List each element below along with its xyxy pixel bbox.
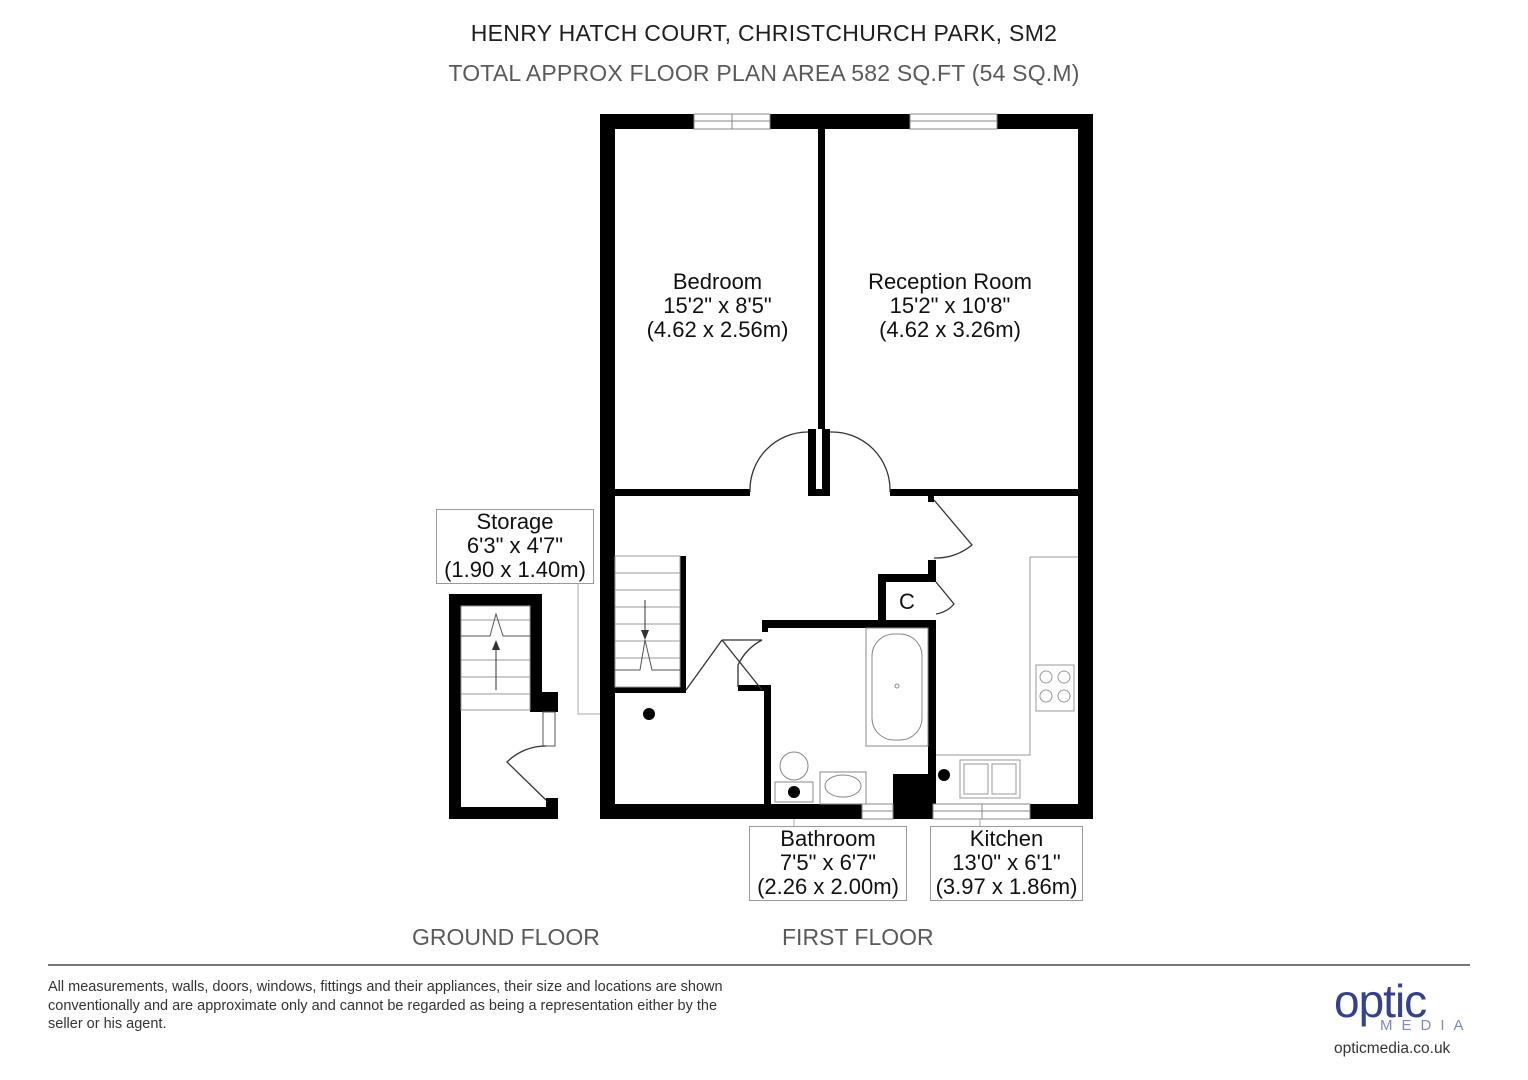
hall-door-swing (686, 640, 722, 690)
cupboard-wall-right (928, 560, 936, 582)
outer-wall-bottom-right (1030, 804, 1093, 819)
kitchen-name: Kitchen (969, 826, 1044, 851)
bathroom-wall-left (764, 685, 771, 804)
stair-arrow-down (641, 630, 649, 640)
stair-wall-right (680, 556, 686, 693)
disclaimer-text: All measurements, walls, doors, windows, fittings and their appliances, their size and locations are shown conventionally and are approximate only and cannot be regarded as being a representation either by the seller or his agent. (48, 979, 723, 1032)
room-label-bedroom (630, 270, 805, 342)
bathroom-basin (820, 772, 866, 804)
bedroom-door-swing (750, 432, 808, 492)
cupboard-wall-left (878, 574, 886, 622)
reception-door-swing (830, 432, 890, 492)
storage-name: Storage (476, 509, 554, 534)
bathroom-wall-top (762, 620, 936, 628)
outer-wall-bottom-left (600, 804, 862, 819)
kitchen-worktop (936, 557, 1030, 755)
kitchen-light-point (938, 769, 950, 781)
plan-area-subtitle: TOTAL APPROX FLOOR PLAN AREA 582 SQ.FT (54 SQ.M) (448, 60, 1080, 86)
bathroom-wall-left-top (762, 620, 768, 632)
windows (694, 114, 1030, 819)
storage-imperial: 6'3" x 4'7" (466, 533, 564, 558)
first-floor-plan (600, 114, 1093, 819)
hall-wall-right (890, 489, 1078, 496)
logo-url[interactable]: opticmedia.co.uk (1334, 1040, 1451, 1057)
divider-wall-vertical (818, 129, 825, 429)
bathroom-imperial: 7'5" x 6'7" (779, 850, 877, 875)
hall-wall-left (615, 489, 750, 496)
logo-wordmark: optic (1334, 975, 1427, 1027)
room-label-reception (850, 270, 1050, 342)
divider-wall-stub-right (822, 429, 830, 494)
outer-wall-left (600, 114, 615, 819)
bathroom-wall-left-stub (738, 685, 771, 691)
room-label-cupboard: C (899, 589, 915, 614)
outer-wall-top-mid (770, 114, 910, 129)
stair-wall-bottom (615, 687, 686, 693)
divider-wall-stub-left (808, 429, 816, 494)
kitchen-imperial: 13'0" x 6'1" (952, 850, 1061, 875)
cupboard-wall-top (878, 574, 936, 582)
kitchen-fixtures (936, 557, 1078, 798)
reception-metric: (4.62 x 3.26m) (879, 317, 1021, 342)
ground-door-swing (507, 746, 546, 800)
bedroom-metric: (4.62 x 2.56m) (646, 317, 789, 342)
cupboard-door-swing (936, 582, 954, 614)
first-floor-label: FIRST FLOOR (782, 924, 934, 950)
kitchen-metric: (3.97 x 1.86m) (935, 874, 1078, 899)
kitchen-door-jamb (928, 494, 934, 502)
bathtub (866, 628, 928, 746)
boiler-block (893, 774, 933, 819)
first-floor-stairs (615, 556, 680, 687)
kitchen-sink (960, 760, 1020, 798)
toilet-bowl (780, 752, 808, 780)
storage-metric: (1.90 x 1.40m) (444, 557, 586, 582)
hall-door-leaf (722, 640, 762, 690)
bathroom-metric: (2.26 x 2.00m) (757, 874, 899, 899)
footer-divider (48, 964, 1470, 966)
room-label-storage (436, 509, 594, 584)
bedroom-name: Bedroom (672, 269, 763, 294)
room-label-bathroom (749, 826, 907, 901)
plan-title: HENRY HATCH COURT, CHRISTCHURCH PARK, SM2 (470, 20, 1058, 46)
room-label-kitchen (930, 826, 1083, 901)
optic-media-logo (1334, 975, 1474, 1060)
outer-wall-right (1078, 114, 1093, 819)
reception-imperial: 15'2" x 10'8" (889, 293, 1011, 318)
reception-name: Reception Room (868, 269, 1032, 294)
ground-floor-label: GROUND FLOOR (412, 924, 600, 950)
bedroom-imperial: 15'2" x 8'5" (663, 293, 772, 318)
ground-floor-plan (449, 594, 558, 819)
ground-stair-arrow-up (492, 640, 500, 650)
hall-light-point (643, 708, 655, 720)
kitchen-door-swing (934, 500, 972, 558)
bathroom-light-point (788, 786, 800, 798)
logo-media-text: MEDIA (1380, 1017, 1473, 1034)
bathroom-name: Bathroom (780, 826, 876, 851)
hob (1036, 665, 1074, 711)
hall-wall-mid (808, 489, 830, 496)
